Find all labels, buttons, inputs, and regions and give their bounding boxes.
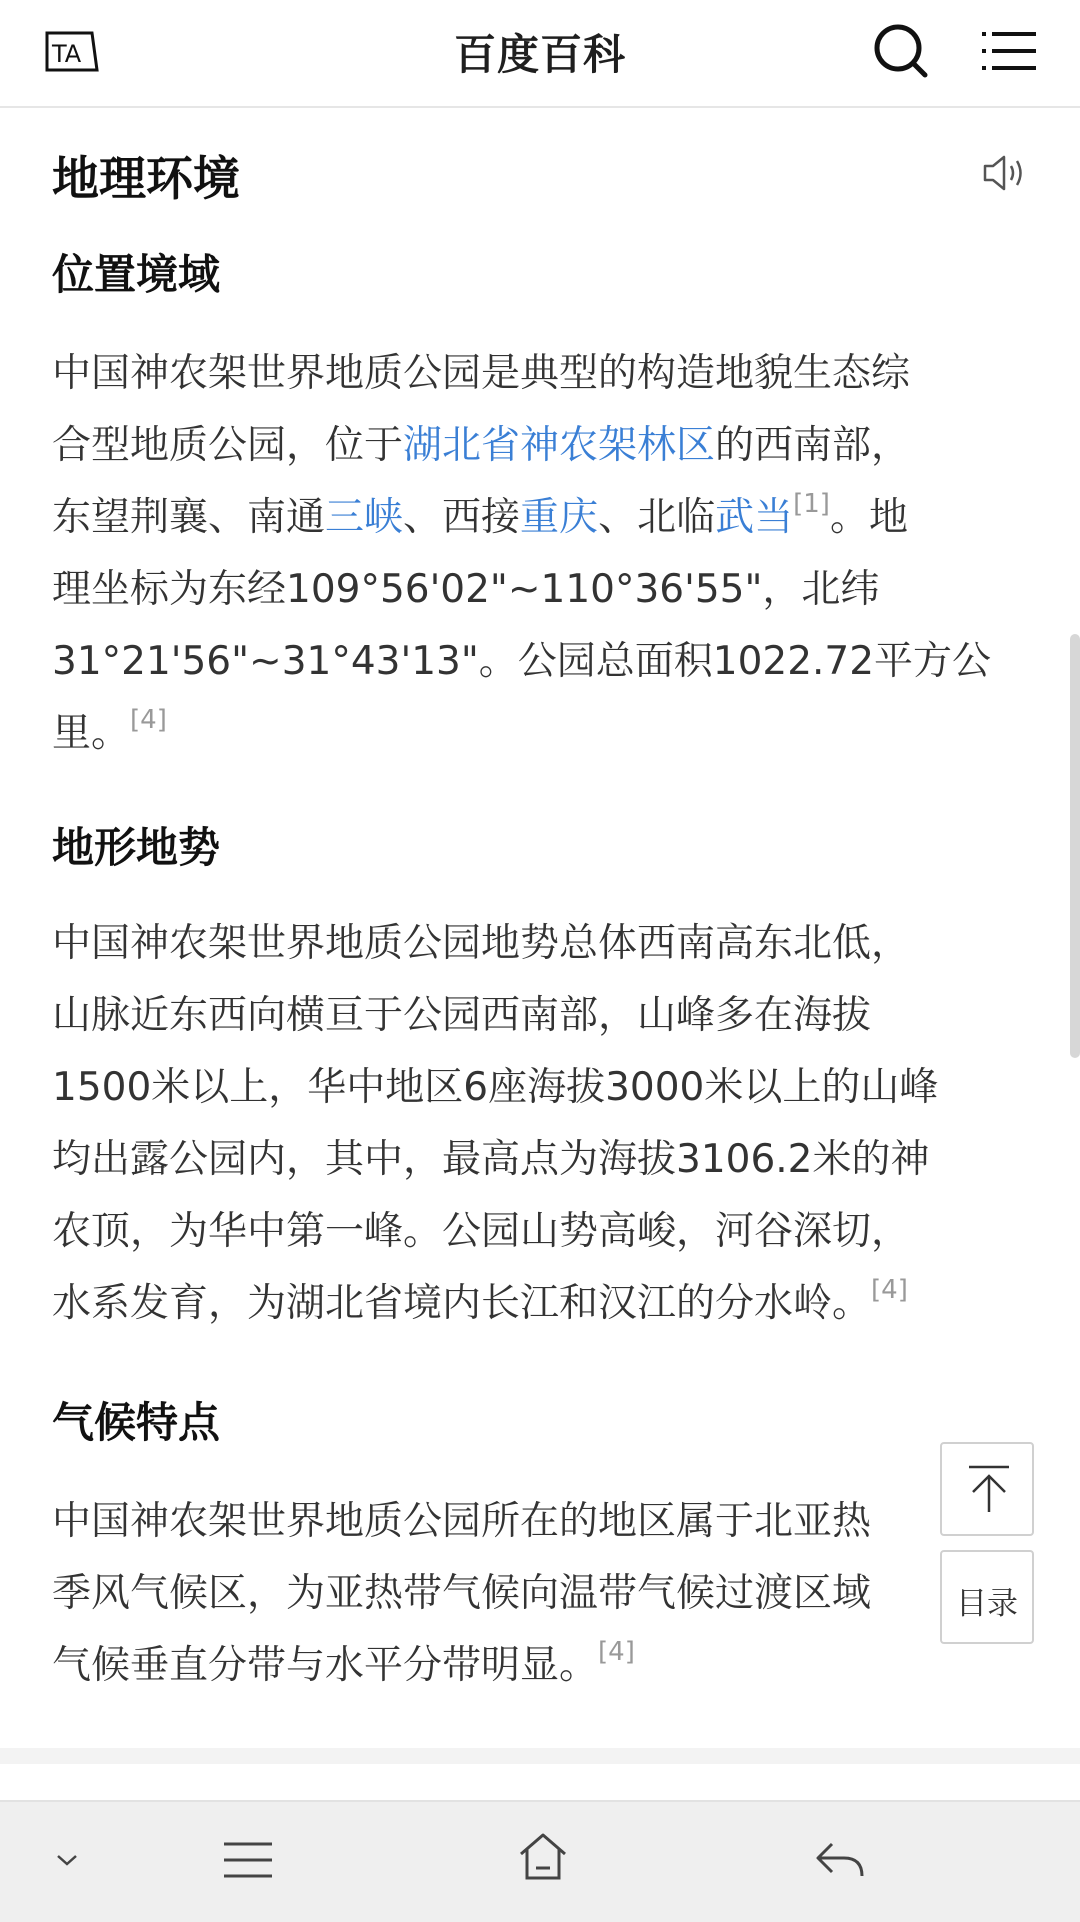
bottom-nav-bar [0,1800,1080,1922]
paragraph-text: 。地 [829,495,908,540]
hamburger-icon[interactable] [222,1840,274,1880]
paragraph-text: 、北临 [598,495,716,540]
app-title: 百度百科 [453,30,626,79]
citation-ref[interactable]: [1] [793,489,830,519]
paragraph-climate [52,1486,1012,1702]
ta-icon-text: TA [52,40,82,68]
speaker-icon[interactable] [982,152,1028,194]
paragraph-terrain [52,908,1012,1340]
back-to-top-icon [966,1464,1012,1516]
paragraph-text: 水系发育，为湖北省境内长江和汉江的分水岭。 [52,1281,872,1326]
paragraph-line [52,1196,1012,1268]
inline-link[interactable]: 三峡 [325,495,404,540]
paragraph-line [52,626,1012,698]
home-icon[interactable] [518,1832,568,1882]
paragraph-line [52,1558,1012,1630]
paragraph-line [52,698,1012,770]
paragraph-text: 的西南部， [715,423,911,468]
paragraph-line [52,908,1012,980]
toc-button[interactable] [940,1550,1034,1644]
back-arrow-icon[interactable] [814,1838,866,1882]
paragraph-text: 、西接 [403,495,521,540]
scroll-indicator[interactable] [1070,634,1080,1058]
inline-link[interactable]: 重庆 [520,495,599,540]
paragraph-text: 山脉近东西向横亘于公园西南部，山峰多在海拔 [52,993,872,1038]
citation-ref[interactable]: [4] [871,1275,908,1305]
paragraph-text: 农顶，为华中第一峰。公园山势高峻，河谷深切， [52,1209,911,1254]
inline-link[interactable]: 武当 [715,495,794,540]
subsection-heading-climate: 气候特点 [52,1398,221,1447]
citation-ref[interactable]: [4] [130,705,167,735]
paragraph-text: 气候垂直分带与水平分带明显。 [52,1643,599,1688]
paragraph-text: 季风气候区，为亚热带气候向温带气候过渡区域 [52,1571,872,1616]
paragraph-line [52,482,1012,554]
menu-icon[interactable] [982,28,1038,74]
paragraph-line [52,1630,1012,1702]
paragraph-text: 里。 [52,711,131,756]
paragraph-line [52,980,1012,1052]
paragraph-line [52,1052,1012,1124]
paragraph-text: 理坐标为东经109°56'02"~110°36'55"，北纬 [52,567,880,612]
toc-button-label: 目录 [956,1586,1018,1622]
paragraph-text: 中国神农架世界地质公园是典型的构造地貌生态综 [52,351,911,396]
inline-link[interactable]: 湖北省神农架林区 [403,423,716,468]
paragraph-line [52,1486,1012,1558]
paragraph-text: 中国神农架世界地质公园所在的地区属于北亚热 [52,1499,872,1544]
paragraph-text: 均出露公园内，其中，最高点为海拔3106.2米的神 [52,1137,930,1182]
paragraph-line [52,554,1012,626]
paragraph-text: 31°21'56"~31°43'13"。公园总面积1022.72平方公 [52,639,992,684]
paragraph-line [52,338,1012,410]
back-to-top-button[interactable] [940,1442,1034,1536]
paragraph-text: 中国神农架世界地质公园地势总体西南高东北低， [52,921,911,966]
chevron-down-icon[interactable] [54,1850,80,1870]
paragraph-location [52,338,1012,770]
citation-ref[interactable]: [4] [598,1637,635,1667]
paragraph-line [52,1268,1012,1340]
paragraph-line [52,1124,1012,1196]
top-app-bar [0,0,1080,108]
subsection-heading-location: 位置境域 [52,250,221,299]
search-icon[interactable] [872,22,930,80]
paragraph-text: 1500米以上，华中地区6座海拔3000米以上的山峰 [52,1065,939,1110]
paragraph-line [52,410,1012,482]
paragraph-text: 东望荆襄、南通 [52,495,326,540]
section-separator [0,1748,1080,1764]
subsection-heading-terrain: 地形地势 [52,823,221,872]
paragraph-text: 合型地质公园，位于 [52,423,404,468]
section-heading: 地理环境 [52,152,240,207]
